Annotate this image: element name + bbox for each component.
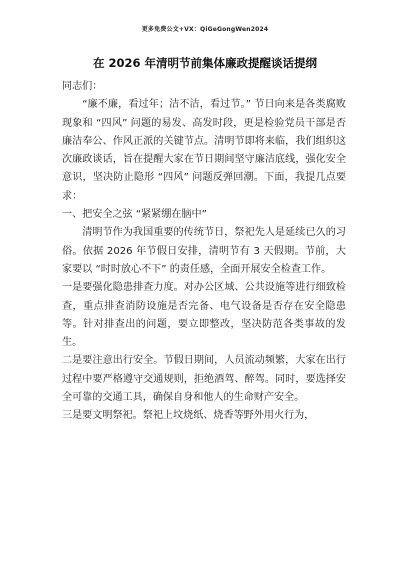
paragraph: 二是要注意出行安全。节假日期间，人员流动频繁，大家在出行过程中要严格遵守交通规则，拒绝酒驾、醉驾。同时，要选择安全可靠的交通工具，确保自身和他人的生命财产安全。 <box>62 355 346 404</box>
paragraph: “廉不廉，看过年；洁不洁，看过节。” 节日向来是各类腐败现象和 “四风” 问题的易发、高发时段，更是检验党员干部是否廉洁奉公、作风正派的关键节点。清明节即将来临，我们组织这次廉政谈话，旨在提醒大家在节日期间坚守廉洁底线，强化安全意识，坚决防止隐形 “四风” 问题反弹回潮。下面，我提几点要求： <box>62 99 346 202</box>
document-title: 在 2026 年清明节前集体廉政提醒谈话提纲 <box>92 56 317 70</box>
watermark-header: 更多免费公文+VX：QiGeGongWen2024 <box>141 26 269 33</box>
document-body <box>62 78 346 426</box>
paragraph: 一是要强化隐患排查力度。对办公区域、公共设施等进行细致检查，重点排查消防设施是否完备、电气设备是否存在安全隐患等。针对排查出的问题，要立即整改，坚决防范各类事故的发生。 <box>62 282 346 349</box>
section-heading: 一、把安全之弦 “紧紧绷在脑中” <box>62 209 207 221</box>
greeting: 同志们： <box>62 81 103 92</box>
paragraph: 三是要文明祭祀。祭祀上坟烧纸、烧香等野外用火行为， <box>62 410 315 422</box>
paragraph: 清明节作为我国重要的传统节日，祭祀先人是延续已久的习俗。依据 2026 年节假日安排，清明节有 3 天假期。节前，大家要以 “时时放心不下” 的责任感，全面开展安全检查工作。 <box>62 227 346 275</box>
